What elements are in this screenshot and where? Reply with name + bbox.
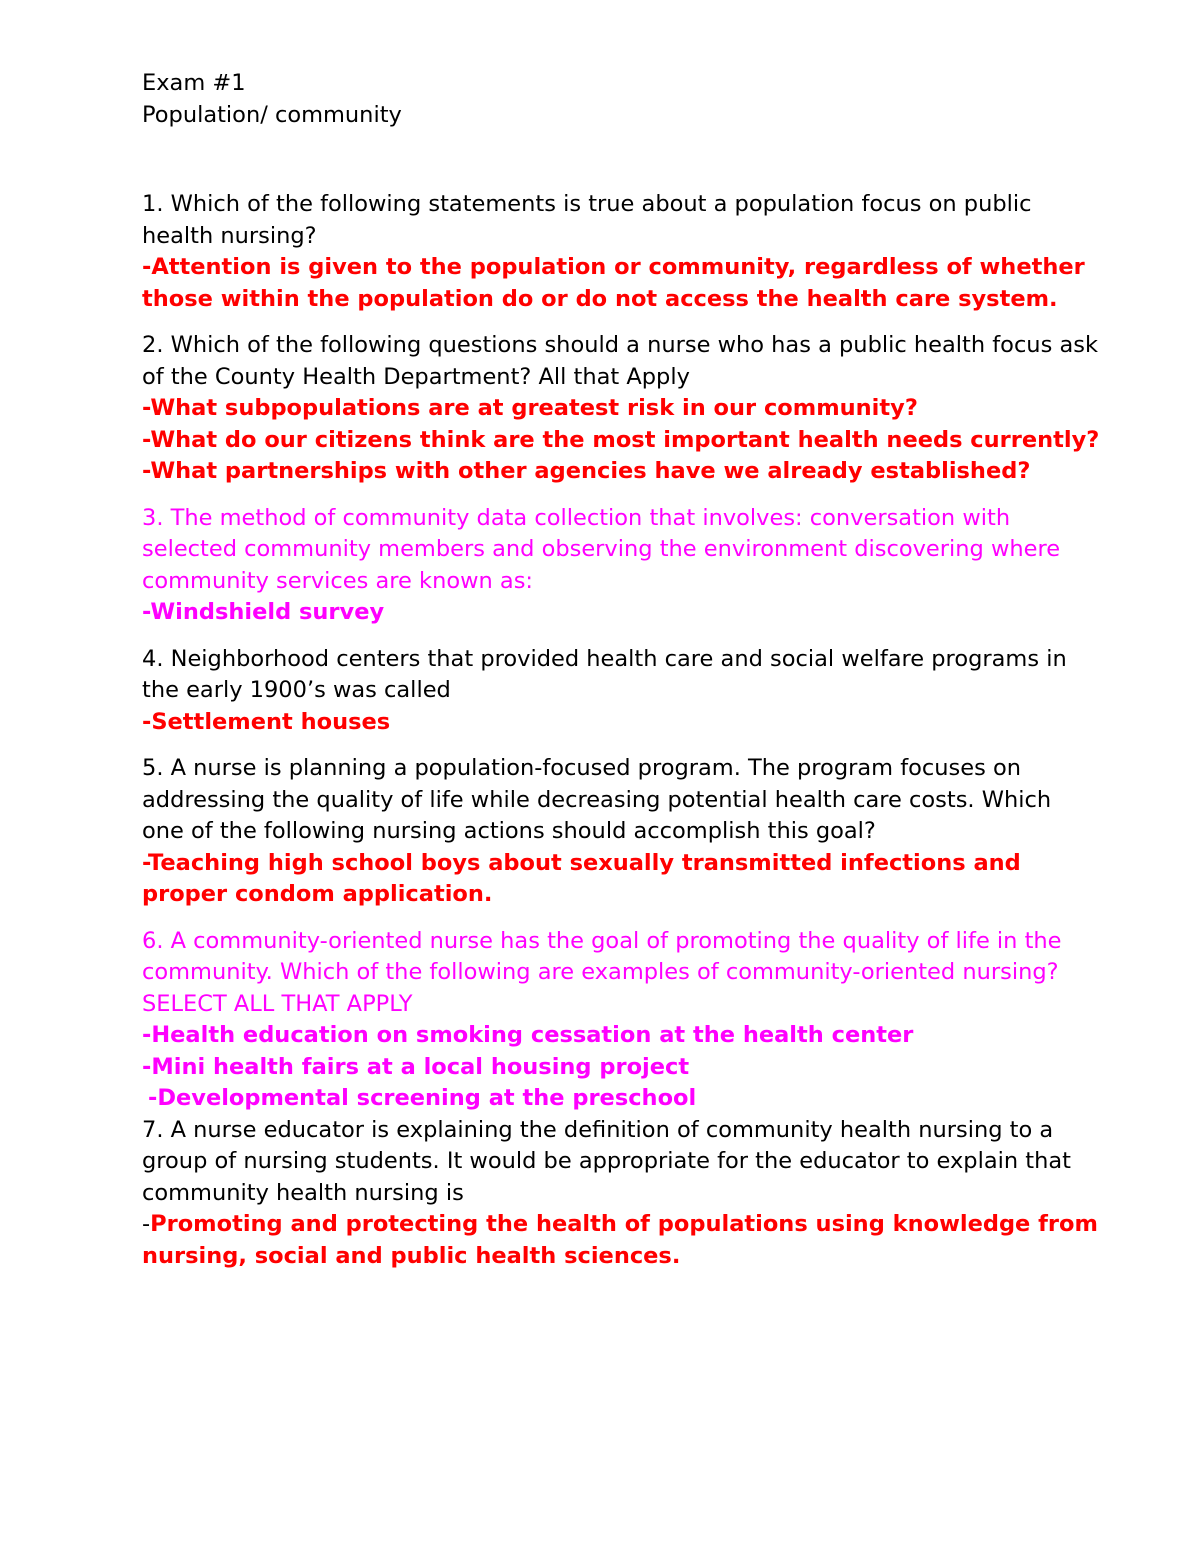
exam-subtitle: Population/ community [142,101,402,128]
question-text: 3. The method of community data collection that involves: conversation with selected community members and observing the environment discovering where community services are known as: [142,504,1061,594]
exam-title: Exam #1 [142,70,246,96]
question-text: 4. Neighborhood centers that provided health care and social welfare programs in the early 1900’s was called [142,645,1067,703]
question-text: 6. A community-oriented nurse has the goal of promoting the quality of life in the community. Which of the following are examples of community-oriented nursing? SELECT ALL THAT APPLY [142,927,1062,1017]
answer-line [142,1209,1100,1272]
question-text: 7. A nurse educator is explaining the definition of community health nursing to a group of nursing students. It would be appropriate for the educator to explain that community health nursing is [142,1116,1071,1206]
question-block-7 [142,1115,1100,1273]
answer-text: -Windshield survey [142,599,385,625]
answer-text: -Teaching high school boys about sexually transmitted infections and proper condom application. [142,849,1021,907]
answer-text: -What do our citizens think are the most important health needs currently? [142,426,1100,453]
answer-text: Promoting and protecting the health of populations using knowledge from nursing, social and public health sciences. [142,1211,1098,1269]
answer-text: -What subpopulations are at greatest risk in our community? [142,395,918,421]
question-block-2 [142,330,1100,488]
question-text: 2. Which of the following questions should a nurse who has a public health focus ask of the County Health Department? All that Apply [142,332,1098,390]
header-spacer [142,131,1100,189]
question-block-5 [142,753,1100,911]
answer-text: -Settlement houses [142,708,391,735]
answer-text: -Developmental screening at the preschool [148,1085,697,1111]
answer-text: -Health education on smoking cessation at the health center [142,1022,914,1048]
question-text: 1. Which of the following statements is true about a population focus on public health nursing? [142,191,1032,249]
answer-text: -What partnerships with other agencies have we already established? [142,458,1031,484]
question-block-6 [142,926,1100,1115]
question-block-4 [142,644,1100,739]
question-block-1 [142,189,1100,315]
answer-dash: - [142,1211,151,1237]
answer-text: -Mini health fairs at a local housing project [142,1053,690,1080]
question-text: 5. A nurse is planning a population-focused program. The program focuses on addressing the quality of life while decreasing potential health care costs. Which one of the following nursing actions should accomplish this goal? [142,755,1052,844]
question-block-3 [142,503,1100,629]
answer-text: -Attention is given to the population or community, regardless of whether those within the population do or do not access the health care system. [142,254,1085,312]
